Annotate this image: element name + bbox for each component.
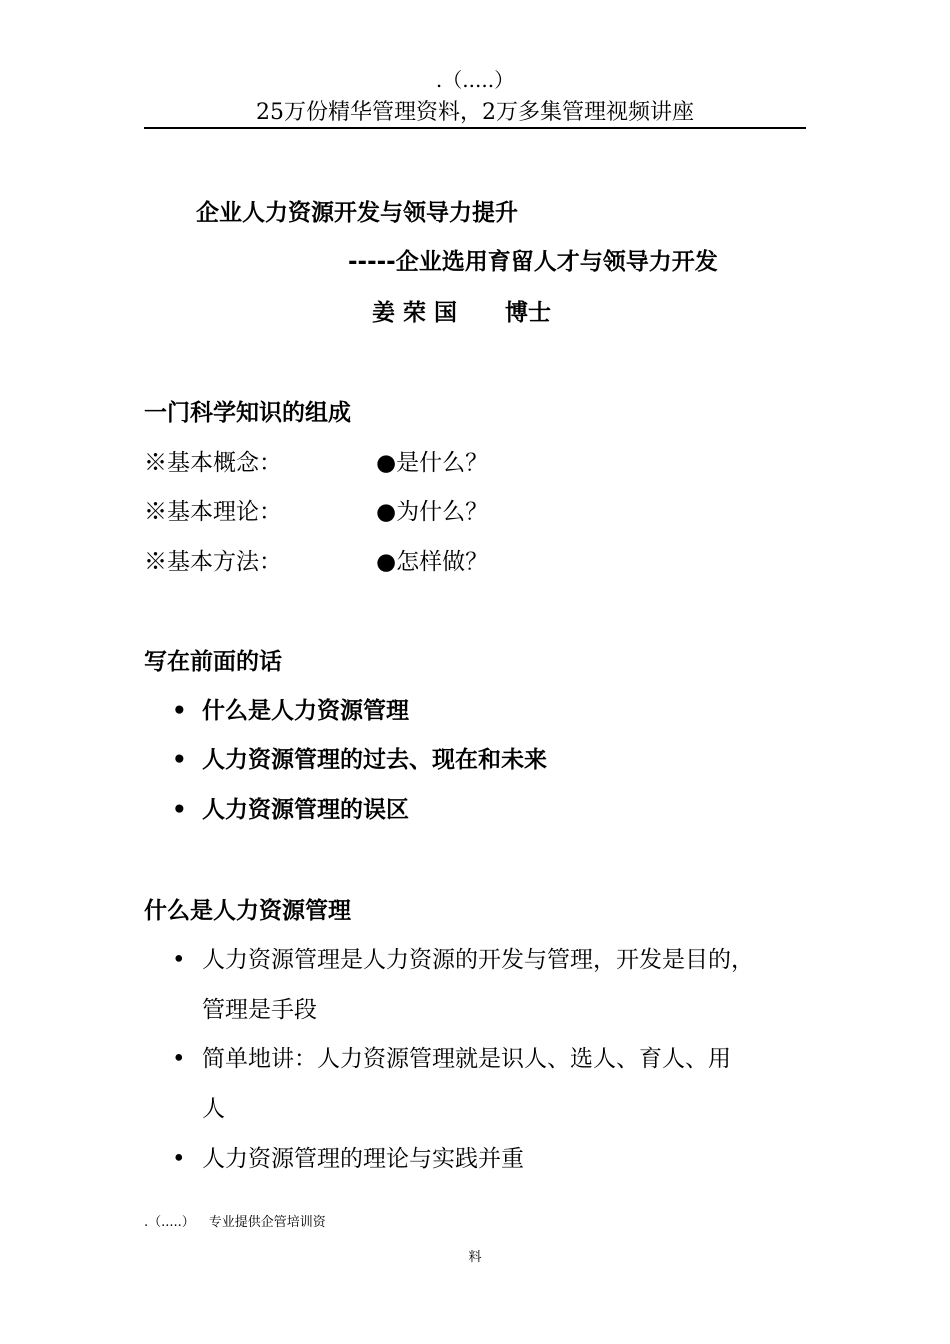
bullet-icon: • [172, 1146, 186, 1172]
author-degree: 博士 [505, 300, 551, 326]
bullet-icon: • [172, 947, 186, 973]
definition-term: ※基本理论： [144, 499, 282, 525]
list-item-text-line2: 管理是手段 [202, 997, 317, 1023]
definition-term: ※基本概念： [144, 450, 282, 476]
author-line [372, 296, 551, 330]
footer-reference: .（.....） [144, 1215, 195, 1230]
bullet-icon: • [172, 1046, 186, 1072]
definition-question: ●是什么？ [376, 450, 489, 476]
list-item-text-line2: 人 [202, 1096, 225, 1122]
bullet-icon: • [172, 698, 187, 724]
section-heading-knowledge: 一门科学知识的组成 [144, 400, 351, 426]
footer-continuation: 料 [468, 1250, 482, 1265]
list-item-text-line1: 人力资源管理的理论与实践并重 [202, 1146, 524, 1172]
definition-question: ●怎样做？ [376, 549, 489, 575]
list-item-text-line1: 简单地讲：人力资源管理就是识人、选人、育人、用 [202, 1046, 731, 1072]
author-name: 姜荣国 [372, 300, 465, 326]
list-item-text-line1: 人力资源管理是人力资源的开发与管理，开发是目的， [202, 947, 754, 973]
bullet-icon: • [172, 797, 187, 823]
footer-text: 专业提供企管培训资 [208, 1215, 326, 1230]
document-title: 企业人力资源开发与领导力提升 [196, 200, 518, 226]
list-item-text: 人力资源管理的误区 [202, 797, 409, 823]
definition-question: ●为什么？ [376, 499, 489, 525]
header-divider [144, 127, 806, 129]
header-reference: .（.....） [435, 68, 515, 92]
bullet-icon: • [172, 747, 187, 773]
list-item-text: 什么是人力资源管理 [202, 698, 409, 724]
section-heading-hrm-definition: 什么是人力资源管理 [144, 898, 351, 924]
section-heading-preface: 写在前面的话 [144, 649, 282, 675]
list-item-text: 人力资源管理的过去、现在和未来 [202, 747, 547, 773]
footer-note [144, 1214, 326, 1232]
document-subtitle: -----企业选用育留人才与领导力开发 [348, 249, 718, 275]
definition-term: ※基本方法： [144, 549, 282, 575]
header-tagline: 25万份精华管理资料，2万多集管理视频讲座 [256, 100, 694, 125]
